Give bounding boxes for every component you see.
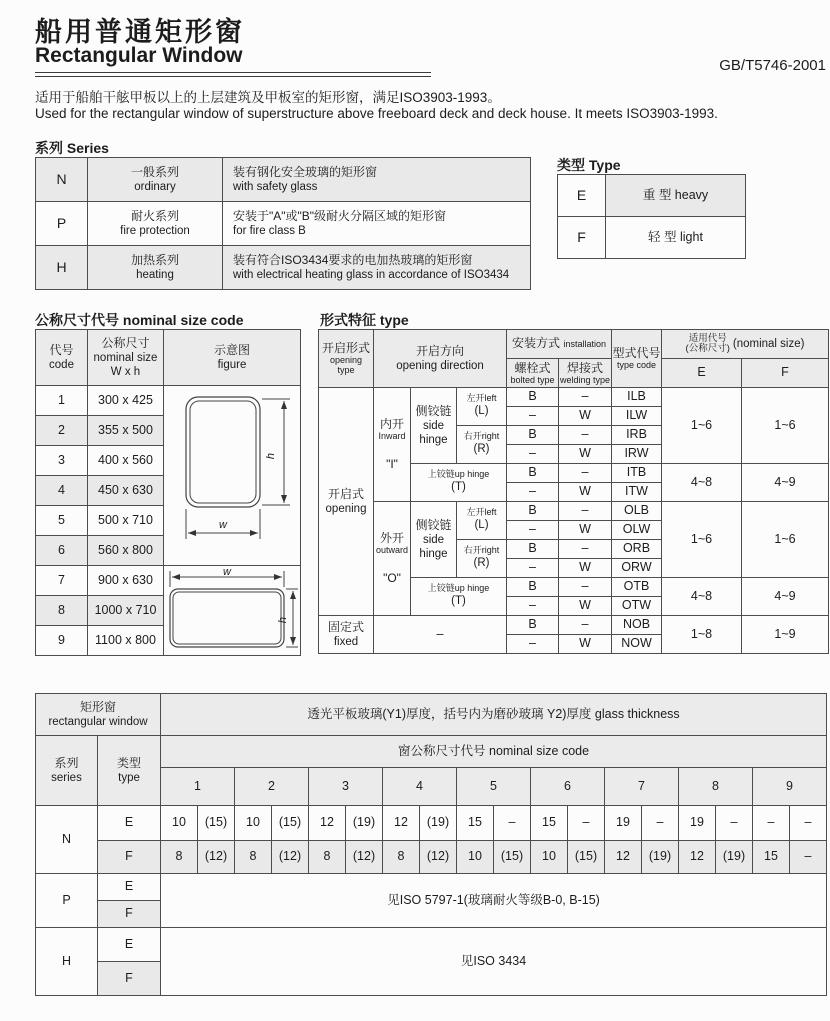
size-header-figure [164,330,301,386]
size-value: 560 x 800 [88,536,164,566]
size-num: 8 [679,768,753,806]
side-hinge-label [411,502,457,578]
series-desc [223,246,531,290]
size-header-code-en: code [49,358,74,371]
form-section-label: 形式特征 type [320,312,409,328]
weld-cell: – [559,578,612,597]
type-code-cell: OLW [612,521,662,540]
value-cell: – [753,806,790,841]
glass-header-thickness: 透光平板玻璃(Y1)厚度，括号内为磨砂玻璃 Y2)厚度 glass thickness [161,694,827,736]
side-hinge-en2: hinge [419,548,448,560]
form-header-f: F [742,359,829,388]
weld-cell: – [559,502,612,521]
range-e: 1~8 [662,616,742,654]
type-code-cell: ORW [612,559,662,578]
opening-zh: 开启式 [327,486,364,501]
value-cell: – [568,806,605,841]
table-row [36,806,827,841]
right-open-code: (R) [473,443,490,456]
value-cell: (19) [642,841,679,874]
type-code-cell: NOW [612,635,662,654]
table-row [319,616,829,635]
side-hinge-zh: 侧铰链 [415,517,452,532]
size-num: 4 [383,768,457,806]
size-code: 8 [36,596,88,626]
value-cell: 15 [753,841,790,874]
type-letter: E [98,806,161,841]
up-hinge-zh: 上铰链up hinge [427,469,490,480]
bolt-cell: – [507,483,559,502]
size-section-label: 公称尺寸代号 nominal size code [35,312,244,328]
table-row [319,502,829,521]
table-row [558,175,746,217]
series-letter: H [36,928,98,996]
type-code-cell: ILB [612,388,662,407]
value-cell: (12) [346,841,383,874]
series-en: series [51,771,82,784]
series-desc-en: for fire class B [233,224,306,237]
bolt-cell: – [507,559,559,578]
side-hinge-en1: side [422,533,445,546]
bolt-cell: B [507,464,559,483]
table-row [36,694,827,736]
apply-zh2: (公称尺寸) [685,343,730,354]
right-open-label [457,426,507,464]
up-hinge-label [411,464,507,502]
table-row [36,928,827,962]
series-code: H [36,246,88,290]
value-cell: 19 [679,806,716,841]
type-zh: 类型 [116,755,141,770]
type-code: E [558,175,606,217]
direction-zh: 开启方向 [415,343,464,358]
left-open-zh: 左开left [466,393,497,404]
fixed-en: fixed [333,635,359,648]
install-en: installation [563,339,607,350]
value-cell: 8 [309,841,346,874]
type-section-label: 类型 Type [557,157,621,173]
up-hinge-zh: 上铰链up hinge [427,583,490,594]
left-open-zh: 左开left [466,507,497,518]
table-row [36,841,827,874]
size-num: 7 [605,768,679,806]
bolt-zh: 螺栓式 [514,360,551,375]
description-en: Used for the rectangular window of superstructure above freeboard deck and deck house. It meets ISO3903-1993. [35,106,718,121]
value-cell: (15) [494,841,531,874]
size-num: 1 [161,768,235,806]
series-code: N [36,158,88,202]
type-table [557,174,746,259]
value-cell: 8 [161,841,198,874]
value-cell: – [716,806,753,841]
size-code: 9 [36,626,88,656]
size-header-code [36,330,88,386]
bolt-cell: B [507,540,559,559]
series-name [88,246,223,290]
type-code-cell: ITW [612,483,662,502]
series-zh: 系列 [54,755,79,770]
table-row [36,158,531,202]
size-value: 500 x 710 [88,506,164,536]
form-header-e: E [662,359,742,388]
size-value: 900 x 630 [88,566,164,596]
value-cell: 12 [383,806,420,841]
series-desc-zh: 装有符合ISO3434要求的电加热玻璃的矩形窗 [233,252,473,267]
series-name-zh: 耐火系列 [130,208,179,223]
landscape-window-figure [164,566,301,656]
fixed-zh: 固定式 [327,619,364,634]
series-table [35,157,531,290]
figure-h-label: h [265,452,277,459]
size-num: 2 [235,768,309,806]
size-table [35,329,301,656]
weld-zh: 焊接式 [566,360,603,375]
fixed-direction-dash: – [374,616,507,654]
series-name-zh: 一般系列 [130,164,179,179]
side-hinge-en1: side [422,419,445,432]
size-value: 450 x 630 [88,476,164,506]
type-code-cell: OTW [612,597,662,616]
weld-cell: – [559,616,612,635]
window-zh: 矩形窗 [79,699,116,714]
size-code: 2 [36,416,88,446]
size-header-figure-zh: 示意图 [213,342,250,357]
opening-en: opening [325,502,367,515]
form-header-installation [507,330,612,359]
size-header-size-en: nominal size [93,351,158,364]
series-name [88,158,223,202]
left-open-label [457,502,507,540]
value-cell: (15) [198,806,235,841]
bolt-cell: B [507,388,559,407]
table-row [319,388,829,407]
value-cell: (15) [568,841,605,874]
type-letter: F [98,962,161,996]
size-value: 1100 x 800 [88,626,164,656]
value-cell: 8 [235,841,272,874]
table-row [36,202,531,246]
weld-cell: W [559,445,612,464]
value-cell: (12) [272,841,309,874]
range-f: 1~9 [742,616,829,654]
range-e: 1~6 [662,502,742,578]
right-open-code: (R) [473,557,490,570]
inward-code: "I" [386,457,398,472]
inward-en: Inward [378,430,406,441]
value-cell: (19) [346,806,383,841]
table-row [36,386,301,416]
series-desc [223,158,531,202]
right-open-zh: 右开right [463,431,500,442]
series-desc-zh: 安装于"A"或"B"级耐火分隔区域的矩形窗 [233,208,447,223]
weld-en: welding type [559,374,611,385]
form-header-weld [559,359,612,388]
type-code-cell: IRB [612,426,662,445]
series-name-en: fire protection [120,224,190,237]
value-cell: (19) [716,841,753,874]
left-open-label [457,388,507,426]
value-cell: – [642,806,679,841]
size-header-size-zh: 公称尺寸 [101,335,150,350]
value-cell: 12 [605,841,642,874]
weld-cell: W [559,521,612,540]
range-e: 1~6 [662,388,742,464]
series-name-zh: 加热系列 [130,252,179,267]
series-name-en: ordinary [134,180,176,193]
opening-type-en2: type [337,365,355,375]
value-cell: 10 [235,806,272,841]
size-num: 5 [457,768,531,806]
up-hinge-code: (T) [451,481,466,494]
value-cell: 10 [457,841,494,874]
series-desc [223,202,531,246]
page-title-en: Rectangular Window [35,44,243,67]
value-cell: (12) [420,841,457,874]
value-cell: (12) [198,841,235,874]
series-section-label: 系列 Series [35,140,109,156]
bolt-cell: – [507,445,559,464]
size-value: 300 x 425 [88,386,164,416]
value-cell: – [494,806,531,841]
glass-header-type [98,736,161,806]
figure-h-label: h [277,616,289,623]
standard-code: GB/T5746-2001 [719,57,826,74]
bolt-cell: – [507,597,559,616]
value-cell: 19 [605,806,642,841]
table-row [319,330,829,359]
size-header-figure-en: figure [217,358,247,371]
table-row [36,330,301,386]
iso-note: 见ISO 5797-1(玻璃耐火等级B-0, B-15) [161,874,827,928]
size-code: 3 [36,446,88,476]
weld-cell: W [559,597,612,616]
up-hinge-code: (T) [451,595,466,608]
size-num: 3 [309,768,383,806]
type-en: type [118,771,140,784]
series-letter: N [36,806,98,874]
type-letter: F [98,841,161,874]
size-code: 5 [36,506,88,536]
value-cell: 12 [309,806,346,841]
apply-zh1: 适用代号 [688,332,727,344]
right-open-zh: 右开right [463,545,500,556]
size-code: 4 [36,476,88,506]
glass-header-sizecode: 窗公称尺寸代号 nominal size code [161,736,827,768]
bolt-cell: B [507,616,559,635]
type-code-cell: ILW [612,407,662,426]
right-open-label [457,540,507,578]
size-header-size [88,330,164,386]
value-cell: (15) [272,806,309,841]
type-code-cell: NOB [612,616,662,635]
size-header-code-zh: 代号 [49,342,74,357]
value-cell: 15 [531,806,568,841]
weld-cell: W [559,635,612,654]
value-cell: 10 [161,806,198,841]
page-title-zh: 船用普通矩形窗 [35,17,245,47]
outward-en: outward [375,544,409,555]
range-f: 4~9 [742,464,829,502]
size-value: 400 x 560 [88,446,164,476]
typecode-zh: 型式代号 [612,346,661,361]
bolt-cell: B [507,502,559,521]
direction-en: opening direction [396,359,484,372]
type-code-cell: ORB [612,540,662,559]
type-letter: E [98,874,161,901]
table-row [36,566,301,596]
weld-cell: – [559,426,612,445]
opening-type-zh: 开启形式 [321,341,370,356]
size-code: 7 [36,566,88,596]
weld-cell: W [559,407,612,426]
side-hinge-label [411,388,457,464]
size-num: 6 [531,768,605,806]
size-num: 9 [753,768,827,806]
iso-note: 见ISO 3434 [161,928,827,996]
series-letter: P [36,874,98,928]
window-en: rectangular window [48,715,148,728]
form-header-apply [662,330,829,359]
range-f: 1~6 [742,502,829,578]
inward-zh: 内开 [379,416,404,431]
type-name: 轻 型 light [606,217,746,259]
type-code-cell: ITB [612,464,662,483]
figure-w-label: w [223,566,231,578]
outward-code: "O" [383,571,401,586]
value-cell: 15 [457,806,494,841]
apply-en: (nominal size) [732,337,805,350]
form-header-opening-type [319,330,374,388]
series-desc-zh: 装有钢化安全玻璃的矩形窗 [233,164,378,179]
size-code: 6 [36,536,88,566]
up-hinge-label [411,578,507,616]
weld-cell: – [559,540,612,559]
form-header-bolt [507,359,559,388]
glass-header-series [36,736,98,806]
weld-cell: – [559,464,612,483]
value-cell: (19) [420,806,457,841]
form-table [318,329,829,654]
range-e: 4~8 [662,464,742,502]
description-zh: 适用于船舶干舷甲板以上的上层建筑及甲板室的矩形窗，满足ISO3903-1993。 [35,90,501,105]
typecode-en: type code [616,360,657,371]
value-cell: – [790,841,827,874]
type-code-cell: OLB [612,502,662,521]
inward-label [374,388,411,502]
weld-cell: W [559,483,612,502]
size-value: 1000 x 710 [88,596,164,626]
series-code: P [36,202,88,246]
form-header-direction [374,330,507,388]
range-f: 4~9 [742,578,829,616]
series-desc-en: with safety glass [233,180,318,193]
bolt-cell: – [507,521,559,540]
table-row [36,874,827,901]
weld-cell: W [559,559,612,578]
type-code-cell: OTB [612,578,662,597]
value-cell: 8 [383,841,420,874]
type-code-cell: IRW [612,445,662,464]
series-desc-en: with electrical heating glass in accordance of ISO3434 [233,268,510,281]
left-open-code: (L) [474,405,489,418]
install-zh: 安装方式 [511,336,560,351]
value-cell: 12 [679,841,716,874]
type-letter: E [98,928,161,962]
type-name: 重 型 heavy [606,175,746,217]
weld-cell: – [559,388,612,407]
range-e: 4~8 [662,578,742,616]
series-name-en: heating [136,268,174,281]
form-header-typecode [612,330,662,388]
table-row [36,736,827,768]
title-underline [35,72,431,77]
glass-table [35,693,827,996]
table-row [558,217,746,259]
fixed-label [319,616,374,654]
outward-zh: 外开 [379,530,404,545]
side-hinge-zh: 侧铰链 [415,403,452,418]
left-open-code: (L) [474,519,489,532]
value-cell: 10 [531,841,568,874]
outward-label [374,502,411,616]
opening-label [319,388,374,616]
bolt-en: bolted type [510,374,555,385]
type-letter: F [98,901,161,928]
glass-header-window [36,694,161,736]
bolt-cell: – [507,635,559,654]
range-f: 1~6 [742,388,829,464]
size-header-size-wh: W x h [110,366,141,378]
figure-w-label: w [219,518,227,531]
bolt-cell: B [507,426,559,445]
portrait-window-figure [164,386,301,566]
size-code: 1 [36,386,88,416]
side-hinge-en2: hinge [419,434,448,446]
series-name [88,202,223,246]
bolt-cell: – [507,407,559,426]
type-code: F [558,217,606,259]
value-cell: – [790,806,827,841]
size-value: 355 x 500 [88,416,164,446]
bolt-cell: B [507,578,559,597]
table-row [36,246,531,290]
opening-type-en1: opening [329,355,363,366]
